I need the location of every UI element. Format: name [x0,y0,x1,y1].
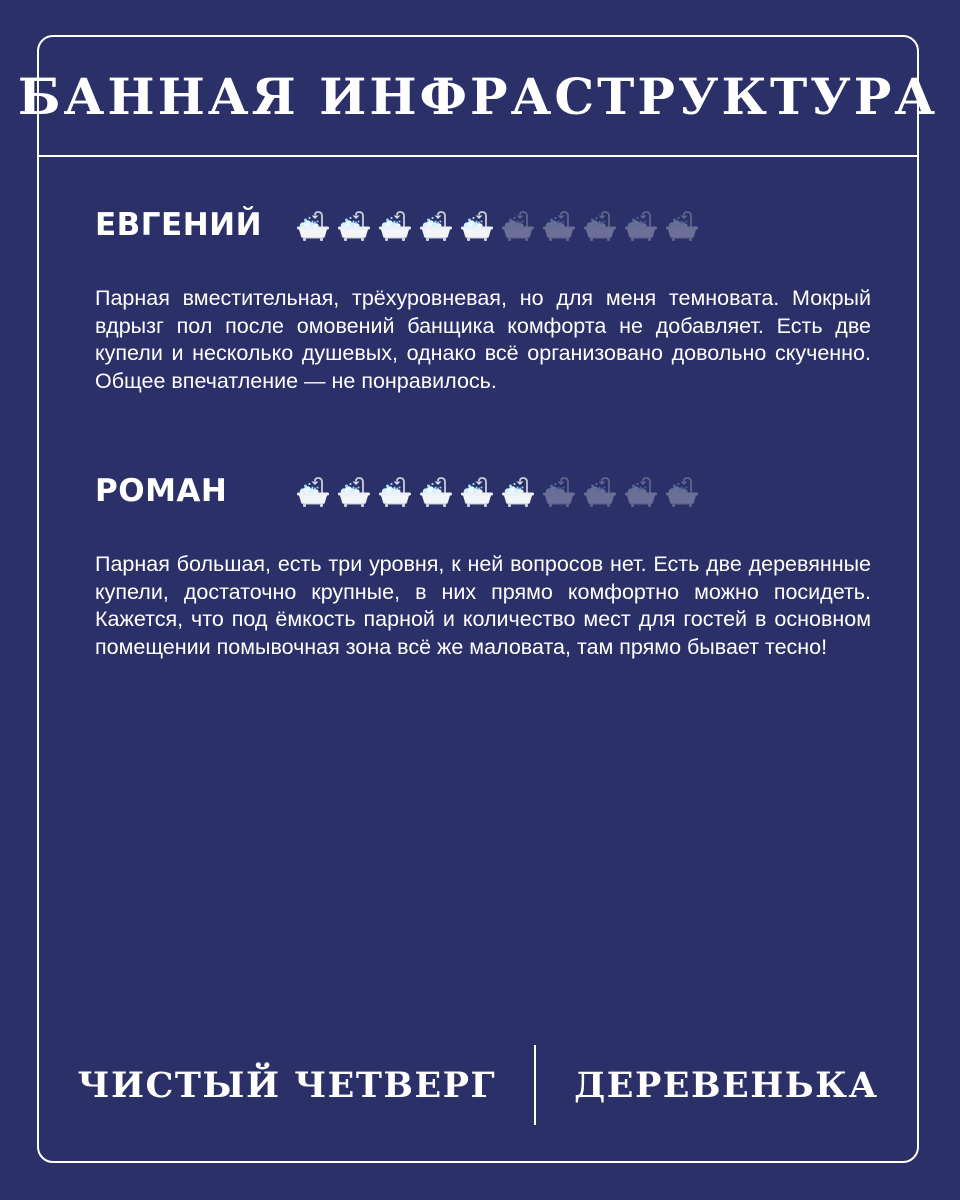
bathtub-icon-empty [582,207,618,243]
bathtub-icon-empty [541,473,577,509]
bathtub-icon-filled [295,207,331,243]
review-evgeny [95,199,871,395]
review-card [17,35,939,1163]
footer-divider [534,1045,536,1125]
card-header [17,37,939,157]
bathtub-icon-filled [418,473,454,509]
review-text: Парная большая, есть три уровня, к ней вопросов нет. Есть две деревянные купели, достаточно крупные, в них прямо комфортно можно посидеть. Кажется, что под ёмкость парной и количество мест для гостей в основном помещении помывочная зона всё же маловата, там прямо бывает тесно! [95,552,871,659]
page-title: БАННАЯ ИНФРАСТРУКТУРА [17,66,939,126]
bathtub-icon-empty [623,473,659,509]
rating [295,473,700,509]
bathtub-icon-empty [541,207,577,243]
review-header [95,199,871,251]
review-header [95,465,871,517]
reviewer-name: ЕВГЕНИЙ [95,207,263,243]
bathtub-icon-empty [500,207,536,243]
bathtub-icon-filled [418,207,454,243]
review-text: Парная вместительная, трёхуровневая, но для меня темновата. Мокрый вдрызг пол после омовений банщика комфорта не добавляет. Есть две купели и несколько душевых, однако всё организовано довольно скученно. Общее впечатление — не понравилось. [95,286,871,393]
bathtub-icon-empty [582,473,618,509]
bathtub-icon-filled [336,473,372,509]
reviewer-name: РОМАН [95,473,228,509]
footer [39,1045,917,1125]
bathtub-icon-filled [295,473,331,509]
rating [295,207,700,243]
brand-right: ДЕРЕВЕНЬКА [574,1064,879,1106]
bathtub-icon-empty [664,473,700,509]
bathtub-icon-filled [377,473,413,509]
bathtub-icon-empty [623,207,659,243]
bathtub-icon-filled [500,473,536,509]
bathtub-icon-filled [377,207,413,243]
review-roman [95,465,871,661]
bathtub-icon-empty [664,207,700,243]
brand-left: ЧИСТЫЙ ЧЕТВЕРГ [77,1064,497,1106]
bathtub-icon-filled [459,207,495,243]
bathtub-icon-filled [336,207,372,243]
bathtub-icon-filled [459,473,495,509]
